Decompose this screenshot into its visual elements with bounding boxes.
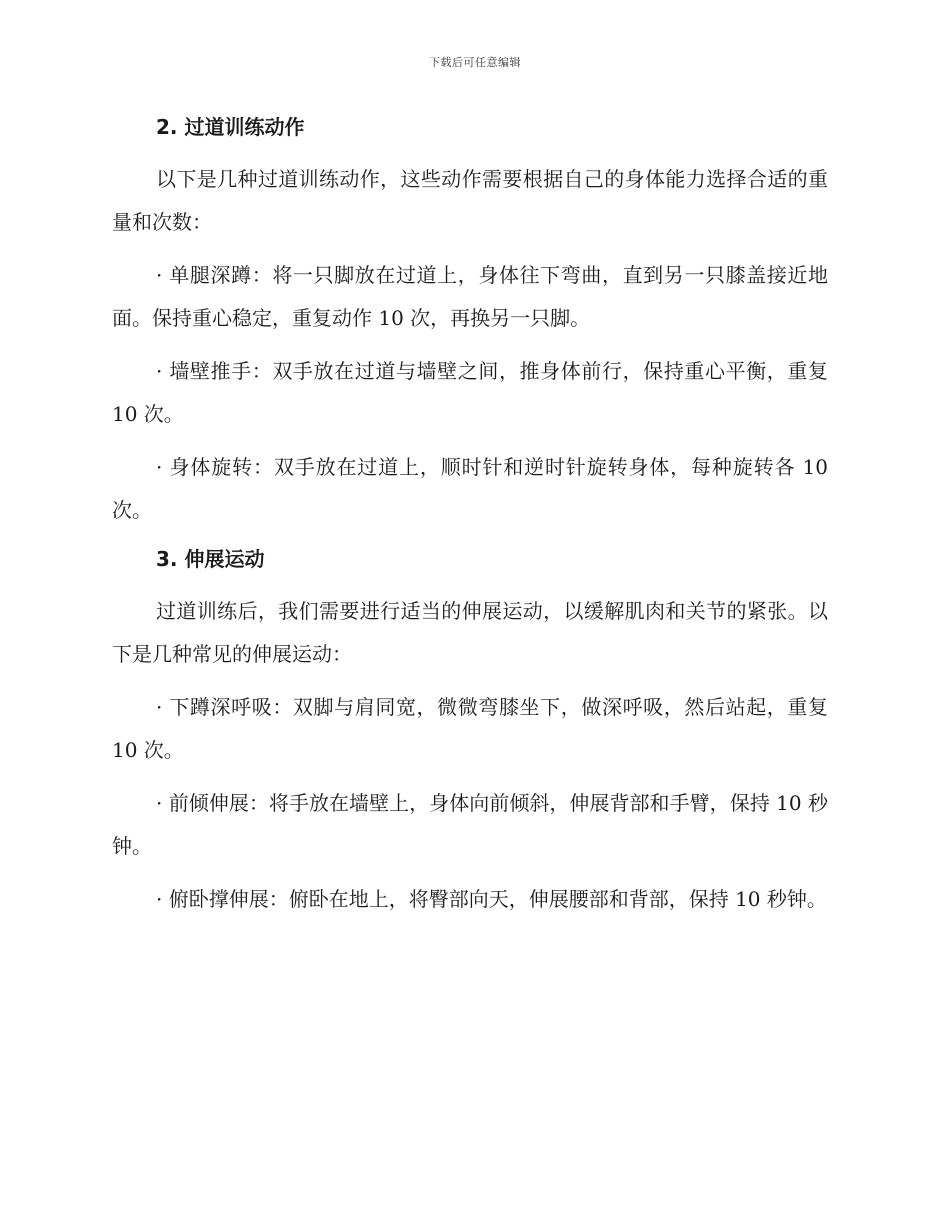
section-2-item-wall-push: · 墙壁推手：双手放在过道与墙壁之间，推身体前行，保持重心平衡，重复 10 次。	[112, 359, 828, 426]
section-3-heading: 3. 伸展运动	[156, 547, 265, 571]
section-2-item-single-leg-squat: · 单腿深蹲：将一只脚放在过道上，身体往下弯曲，直到另一只膝盖接近地面。保持重心稳定，重复动作 10 次，再换另一只脚。	[112, 263, 828, 330]
section-3-item-prone-stretch: · 俯卧撑伸展：俯卧在地上，将臀部向天，伸展腰部和背部，保持 10 秒钟。	[156, 887, 827, 911]
section-3-intro: 过道训练后，我们需要进行适当的伸展运动，以缓解肌肉和关节的紧张。以下是几种常见的伸展运动：	[112, 599, 828, 666]
section-2-heading: 2. 过道训练动作	[156, 115, 305, 139]
section-2-intro: 以下是几种过道训练动作，这些动作需要根据自己的身体能力选择合适的重量和次数：	[112, 167, 828, 234]
document-body	[112, 110, 828, 931]
section-3-item-forward-lean-stretch: · 前倾伸展：将手放在墙壁上，身体向前倾斜，伸展背部和手臂，保持 10 秒钟。	[112, 791, 828, 858]
section-3-item-squat-breathing: · 下蹲深呼吸：双脚与肩同宽，微微弯膝坐下，做深呼吸，然后站起，重复 10 次。	[112, 695, 828, 762]
section-2-item-body-rotation: · 身体旋转：双手放在过道上，顺时针和逆时针旋转身体，每种旋转各 10 次。	[112, 455, 828, 522]
page-header-note: 下载后可任意编辑	[429, 56, 521, 69]
